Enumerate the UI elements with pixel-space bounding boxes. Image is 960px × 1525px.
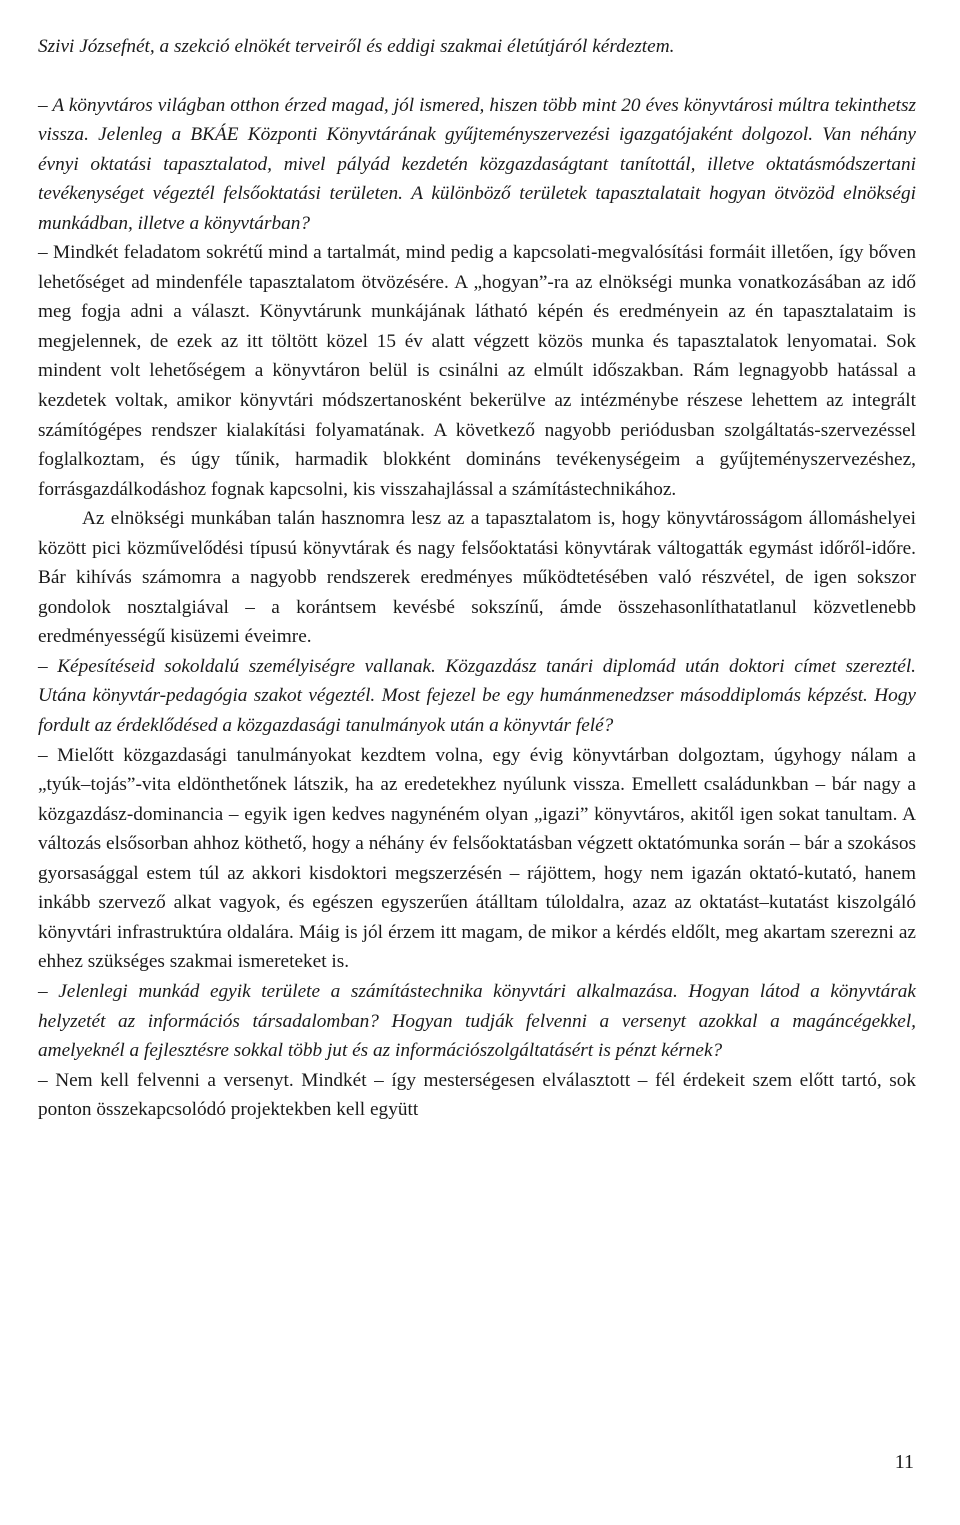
intro-paragraph: Szivi Józsefnét, a szekció elnökét terveiről és eddigi szakmai életútjáról kérdeztem.	[38, 36, 675, 57]
answer-paragraph: Az elnökségi munkában talán hasznomra lesz az a tapasztalatom is, hogy könyvtárosságom állomáshelyei között pici közművelődési típusú könyvtárak és nagy felsőoktatási könyvtárak váltogatták egymást időről-időre. Bár kihívás számomra a nagyobb rendszerek eredményes működtetésében való részvétel, de igen sokszor gondolok nosztalgiával – a korántsem kevésbé sokszínű, ámde összehasonlíthatatlanul közvetlenebb eredményességű kisüzemi éveimre.	[38, 508, 916, 648]
question-paragraph: – Képesítéseid sokoldalú személyiségre vallanak. Közgazdász tanári diplomád után doktori címet szereztél. Utána könyvtár-pedagógia szakot végeztél. Most fejezel be egy humánmenedzser másoddiplomás képzést. Hogy fordult az érdeklődésed a közgazdasági tanulmányok után a könyvtár felé?	[38, 655, 916, 737]
answer-paragraph: – Nem kell felvenni a versenyt. Mindkét – így mesterségesen elválasztott – fél érdekeit szem előtt tartó, sok ponton összekapcsolódó projektekben kell együtt	[38, 1069, 916, 1121]
question-paragraph: – A könyvtáros világban otthon érzed magad, jól ismered, hiszen több mint 20 éves könyvtárosi múltra tekinthetsz vissza. Jelenleg a BKÁE Központi Könyvtárának gyűjteményszervezési igazgatójaként dolgozol. Van néhány évnyi oktatási tapasztalatod, mivel pályád kezdetén közgazdaságtant tanítottál, illetve oktatásmódszertani tevékenységet végeztél felsőoktatási területen. A különböző területek tapasztalatait hogyan ötvözöd elnökségi munkádban, illetve a könyvtárban?	[38, 94, 916, 234]
article-body	[38, 32, 916, 1125]
page-number: 11	[894, 1451, 914, 1473]
answer-paragraph: – Mielőtt közgazdasági tanulmányokat kezdtem volna, egy évig könyvtárban dolgoztam, úgyhogy nálam a „tyúk–tojás”-vita eldönthetőnek látszik, ha az eredetekhez nyúlunk vissza. Emellett családunkban – bár nagy a közgazdász-dominancia – egyik igen kedves nagynéném olyan „igazi” könyvtáros, akitől igen sokat tanultam. A változás elsősorban ahhoz köthető, hogy a néhány év felsőoktatásban végzett oktatómunka során – bár a szokásos gyorsasággal estem túl az akkori kisdoktori megszerzésén – rájöttem, hogy nem igazán oktató-kutató, hanem inkább szervező alkat vagyok, és egészen egyszerűen átálltam túloldalra, azaz az oktatást–kutatást kiszolgáló könyvtári infrastruktúra oldalára. Máig is jól érzem itt magam, de mikor a kérdés eldőlt, meg akartam szerezni az ehhez szükséges szakmai ismereteket is.	[38, 744, 916, 973]
answer-paragraph: – Mindkét feladatom sokrétű mind a tartalmát, mind pedig a kapcsolati-megvalósítási formáit illetően, így bőven lehetőséget ad mindenféle tapasztalatom ötvözésére. A „hogyan”-ra az elnökségi munka vonatkozásában az idő meg fogja adni a választ. Könyvtárunk munkájának látható képén és eredményein az én tapasztalataim is megjelennek, de ezek az itt töltött közel 15 év alatt végzett közös munka és tapasztalatok lenyomatai. Sok mindent volt lehetőségem a könyvtáron belül is csinálni az elmúlt időszakban. Rám legnagyobb hatással a kezdetek voltak, amikor könyvtári módszertanosként bekerülve az intézménybe részese lehettem az integrált számítógépes rendszer kialakítási folyamatának. A következő nagyobb periódusban szolgáltatás-szervezéssel foglalkoztam, és úgy tűnik, harmadik blokként domináns tevékenységeim a gyűjteményszervezéshez, forrásgazdálkodáshoz fognak kapcsolni, kis visszahajlással a számítástechnikához.	[38, 242, 916, 500]
question-paragraph: – Jelenlegi munkád egyik területe a számítástechnika könyvtári alkalmazása. Hogyan látod a könyvtárak helyzetét az információs társadalomban? Hogyan tudják felvenni a versenyt azokkal a magáncégekkel, amelyeknél a fejlesztésre sokkal több jut és az információszolgáltatásért is pénzt kérnek?	[38, 980, 916, 1062]
